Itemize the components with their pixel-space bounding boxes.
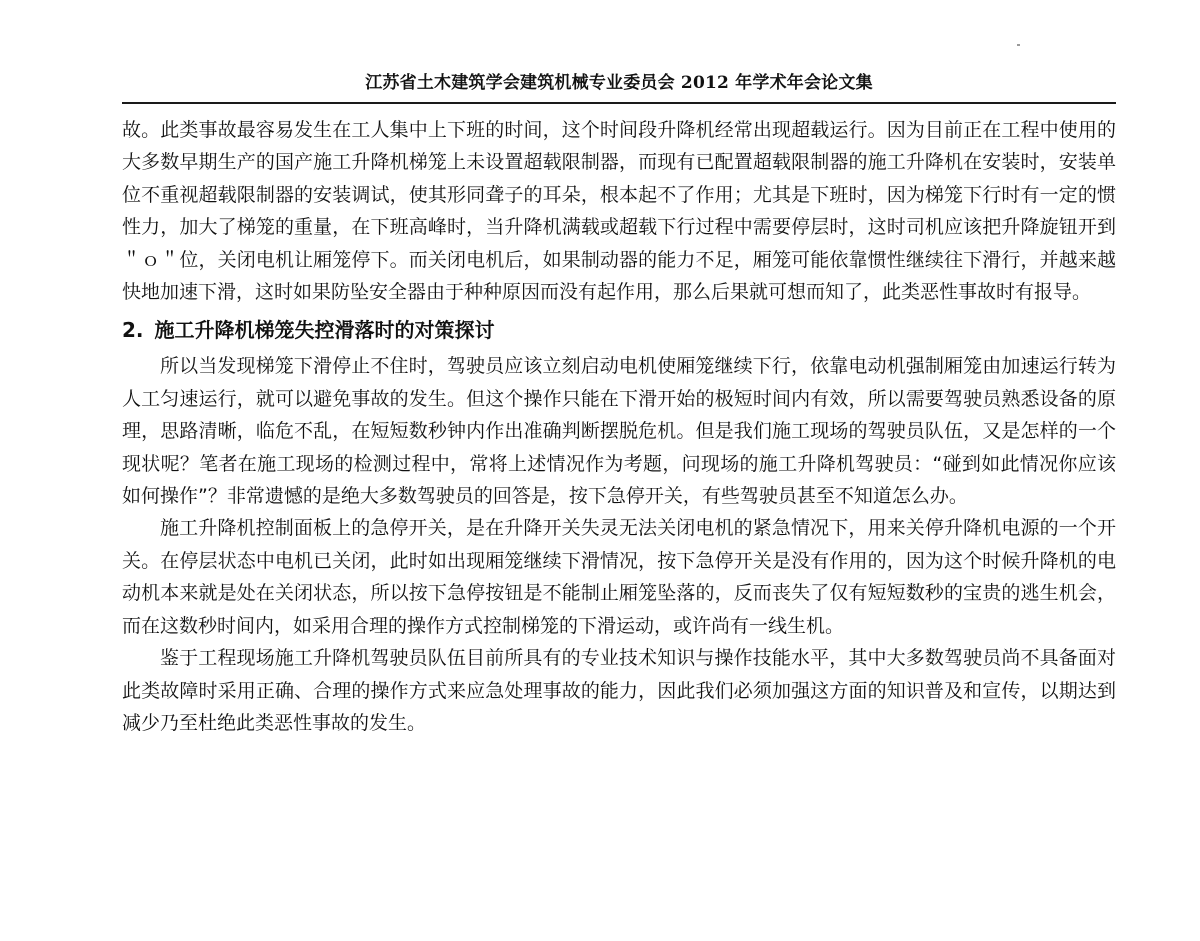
section-number: 2. bbox=[122, 318, 144, 343]
running-header: 江苏省土木建筑学会建筑机械专业委员会 2012 年学术年会论文集 bbox=[122, 66, 1116, 104]
section-title: 施工升降机梯笼失控滑落时的对策探讨 bbox=[154, 318, 495, 343]
paragraph-2: 施工升降机控制面板上的急停开关，是在升降开关失灵无法关闭电机的紧急情况下，用来关停升降机电源的一个开关。在停层状态中电机已关闭，此时如出现厢笼继续下滑情况，按下急停开关是没有作用的，因为这个时候升降机的电动机本来就是处在关闭状态，所以按下急停按钮是不能制止厢笼坠落的，反而丧失了仅有短短数秒的宝贵的逃生机会，而在这数秒时间内，如采用合理的操作方式控制梯笼的下滑运动，或许尚有一线生机。 bbox=[122, 517, 1116, 637]
scan-speck bbox=[1017, 44, 1020, 46]
section-heading bbox=[122, 314, 1116, 346]
paragraph-1: 所以当发现梯笼下滑停止不住时，驾驶员应该立刻启动电机使厢笼继续下行，依靠电动机强制厢笼由加速运行转为人工匀速运行，就可以避免事故的发生。但这个操作只能在下滑开始的极短时间内有效，所以需要驾驶员熟悉设备的原理，思路清晰，临危不乱，在短短数秒钟内作出准确判断摆脱危机。但是我们施工现场的驾驶员队伍，又是怎样的一个现状呢？笔者在施工现场的检测过程中，常将上述情况作为考题，问现场的施工升降机驾驶员：“碰到如此情况你应该如何操作”？非常遗憾的是绝大多数驾驶员的回答是，按下急停开关，有些驾驶员甚至不知道怎么办。 bbox=[122, 355, 1116, 508]
paragraph-3: 鉴于工程现场施工升降机驾驶员队伍目前所具有的专业技术知识与操作技能水平，其中大多数驾驶员尚不具备面对此类故障时采用正确、合理的操作方式来应急处理事故的能力，因此我们必须加强这方面的知识普及和宣传，以期达到减少乃至杜绝此类恶性事故的发生。 bbox=[122, 647, 1116, 734]
paragraph-continued: 故。此类事故最容易发生在工人集中上下班的时间，这个时间段升降机经常出现超载运行。因为目前正在工程中使用的大多数早期生产的国产施工升降机梯笼上未设置超载限制器，而现有已配置超载限制器的施工升降机在安装时，安装单位不重视超载限制器的安装调试，使其形同聋子的耳朵，根本起不了作用；尤其是下班时，因为梯笼下行时有一定的惯性力，加大了梯笼的重量，在下班高峰时，当升降机满载或超载下行过程中需要停层时，这时司机应该把升降旋钮开到＂ｏ＂位，关闭电机让厢笼停下。而关闭电机后，如果制动器的能力不足，厢笼可能依靠惯性继续往下滑行，并越来越快地加速下滑，这时如果防坠安全器由于种种原因而没有起作用，那么后果就可想而知了，此类恶性事故时有报导。 bbox=[122, 119, 1116, 304]
body-text bbox=[122, 114, 1116, 739]
